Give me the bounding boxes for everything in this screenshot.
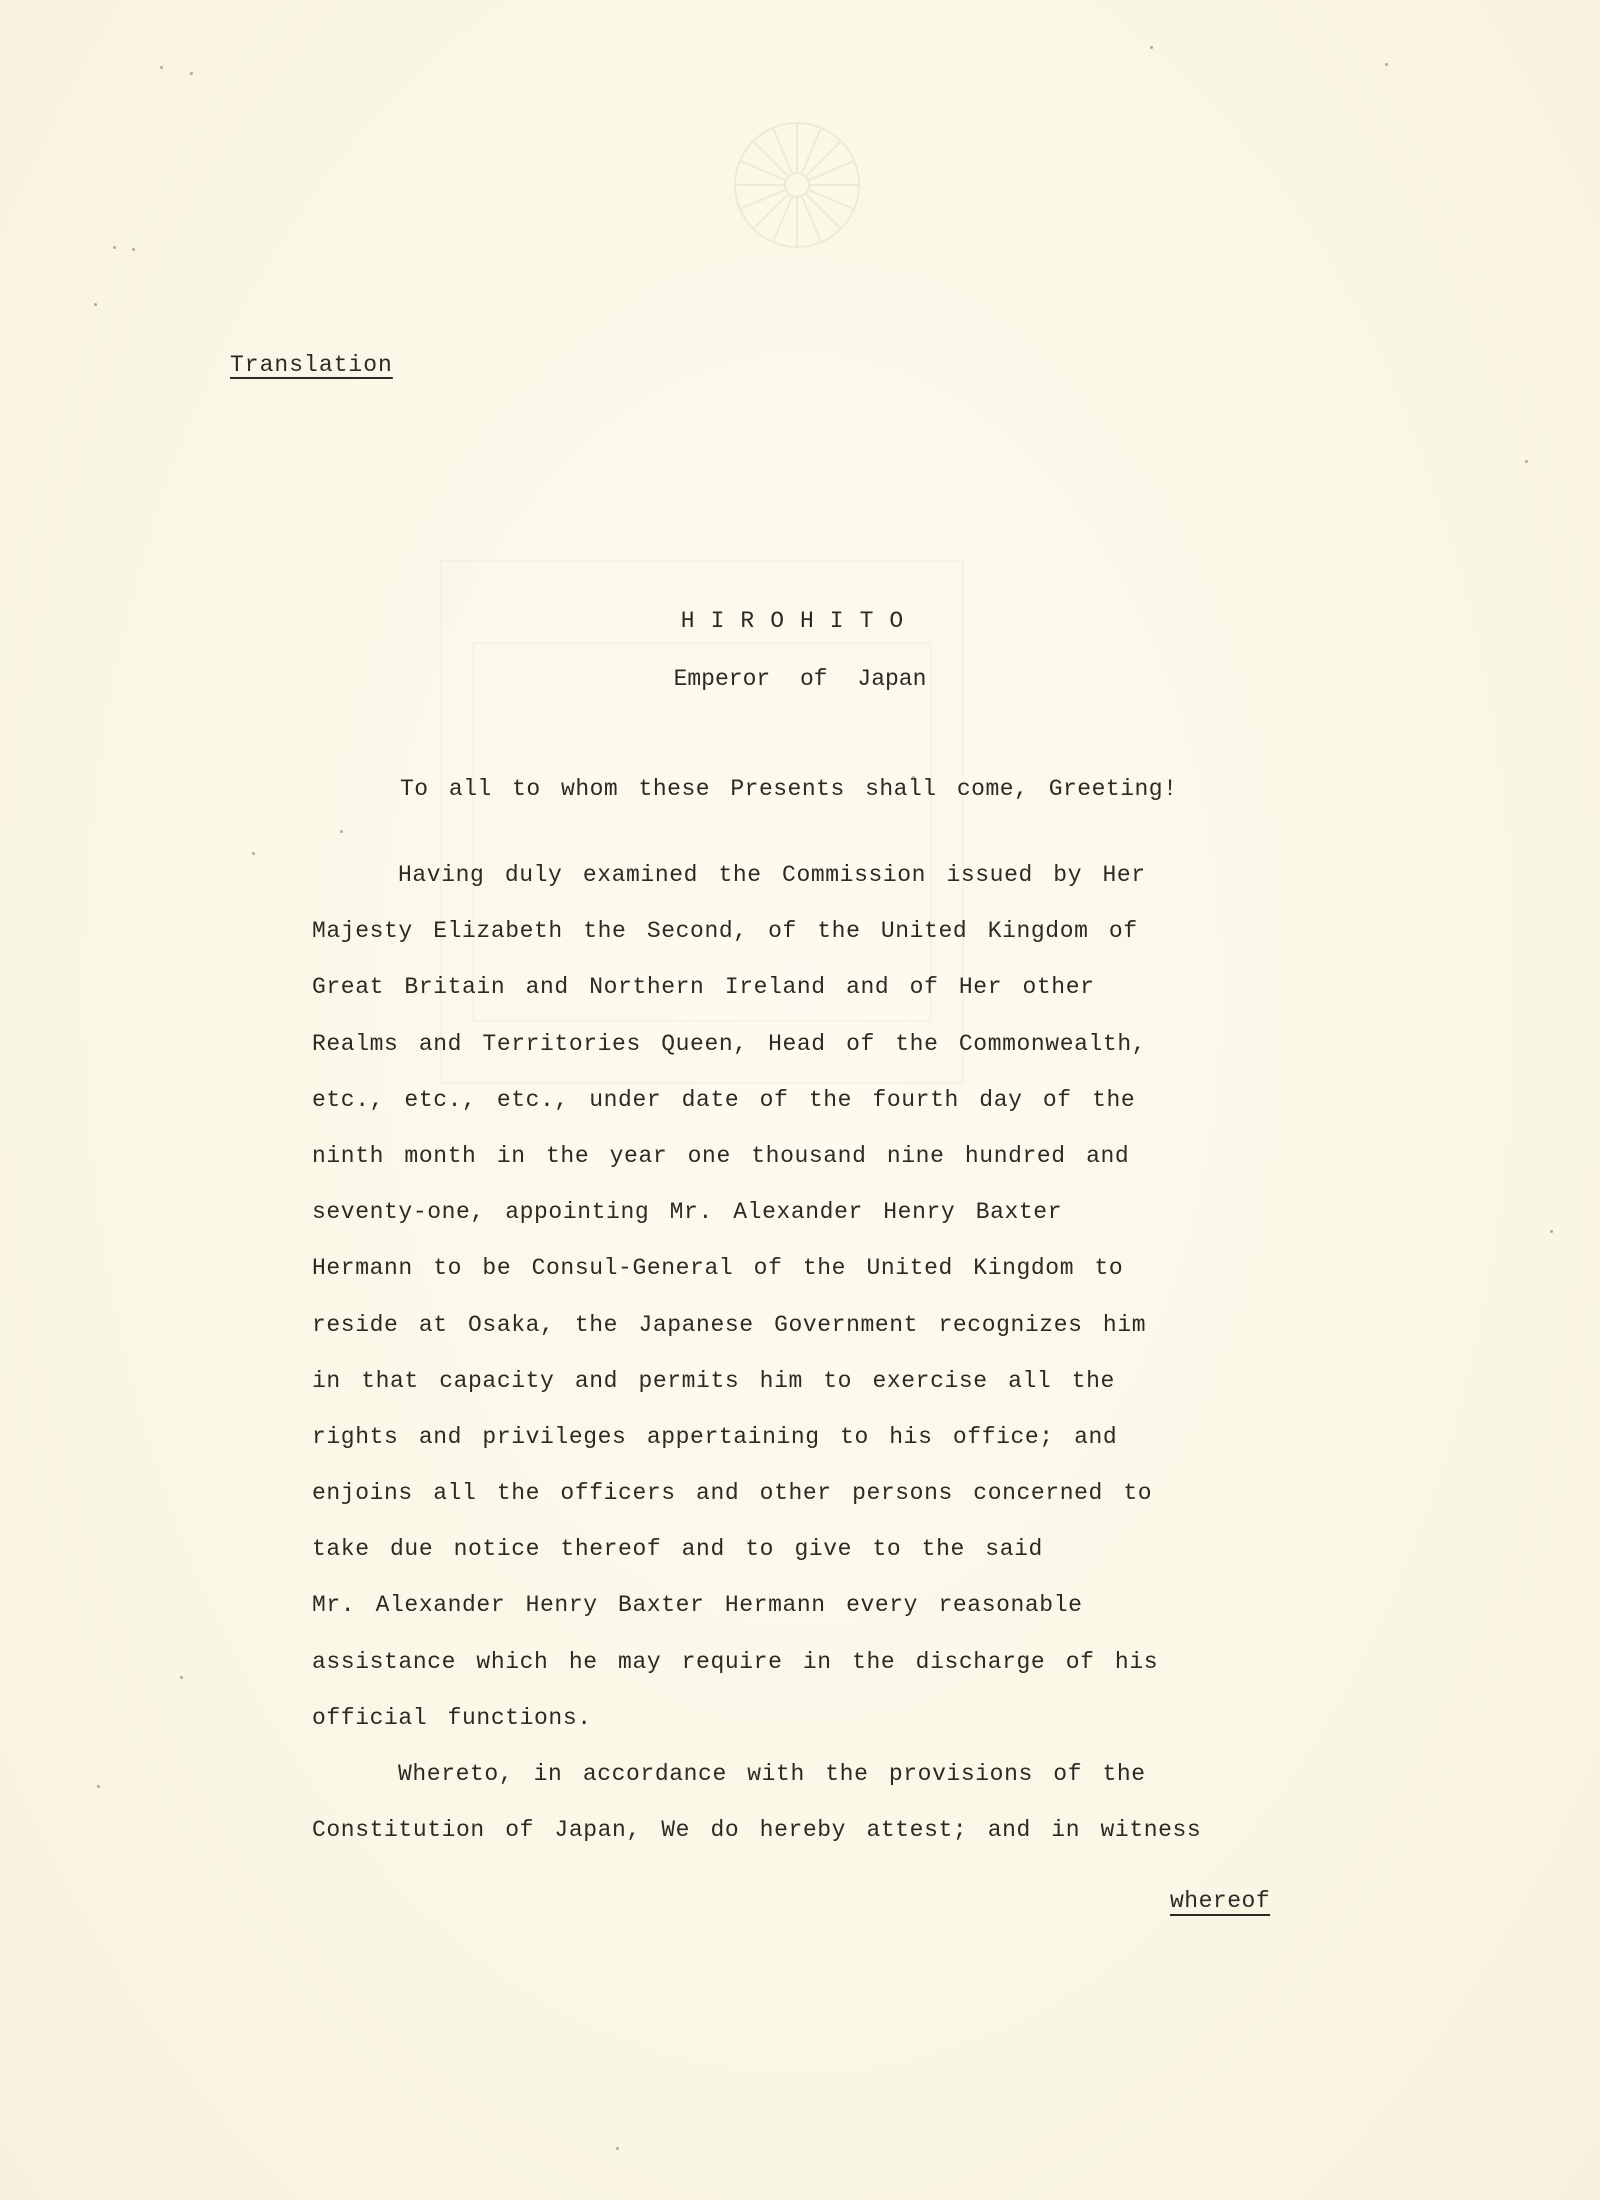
paper-speck bbox=[180, 1676, 183, 1679]
body-line: Majesty Elizabeth the Second, of the United Kingdom of bbox=[312, 918, 1138, 945]
body-line: seventy-one, appointing Mr. Alexander Henry Baxter bbox=[312, 1199, 1063, 1226]
paper-speck bbox=[1550, 1230, 1553, 1233]
body-line: official functions. bbox=[312, 1704, 592, 1731]
paper-speck bbox=[1385, 63, 1388, 66]
body-line: Great Britain and Northern Ireland and of Her other bbox=[312, 974, 1095, 1001]
body-line: ninth month in the year one thousand nine hundred and bbox=[312, 1142, 1130, 1169]
translation-label: Translation bbox=[230, 352, 393, 378]
body-line: enjoins all the officers and other persons concerned to bbox=[312, 1480, 1153, 1507]
body-line: Constitution of Japan, We do hereby attest; and in witness bbox=[312, 1817, 1202, 1844]
emperor-name: HIROHITO bbox=[680, 608, 920, 634]
paper-speck bbox=[94, 303, 97, 306]
paper-speck bbox=[340, 830, 343, 833]
body-line: etc., etc., etc., under date of the fourth day of the bbox=[312, 1086, 1136, 1113]
catchword: whereof bbox=[1170, 1888, 1271, 1914]
body-line: assistance which he may require in the discharge of his bbox=[312, 1648, 1159, 1675]
paper-speck bbox=[190, 72, 193, 75]
paper-speck bbox=[1525, 460, 1528, 463]
body-line: take due notice thereof and to give to the said bbox=[312, 1536, 1043, 1563]
chrysanthemum-emboss-icon bbox=[722, 110, 872, 260]
body-line: Realms and Territories Queen, Head of the Commonwealth, bbox=[312, 1030, 1147, 1057]
paper-speck bbox=[132, 248, 135, 251]
greeting-line: To all to whom these Presents shall come, Greeting! bbox=[400, 776, 1178, 802]
body-line: Whereto, in accordance with the provisions of the bbox=[398, 1761, 1146, 1787]
body-line: Mr. Alexander Henry Baxter Hermann every reasonable bbox=[312, 1592, 1083, 1619]
paper-speck bbox=[97, 1785, 100, 1788]
body-line: in that capacity and permits him to exercise all the bbox=[312, 1367, 1115, 1394]
paper-speck bbox=[616, 2147, 619, 2150]
document-body bbox=[312, 860, 1312, 1871]
paper-speck bbox=[912, 776, 915, 779]
paper-speck bbox=[1150, 46, 1153, 49]
paper-speck bbox=[113, 246, 116, 249]
body-line: Having duly examined the Commission issued by Her bbox=[398, 862, 1146, 888]
body-line: rights and privileges appertaining to his office; and bbox=[312, 1423, 1118, 1450]
paper-speck bbox=[252, 852, 255, 855]
emperor-title: Emperor of Japan bbox=[673, 666, 927, 692]
body-line: Hermann to be Consul-General of the United Kingdom to bbox=[312, 1255, 1124, 1282]
paper-speck bbox=[160, 66, 163, 69]
body-line: reside at Osaka, the Japanese Government recognizes him bbox=[312, 1311, 1147, 1338]
